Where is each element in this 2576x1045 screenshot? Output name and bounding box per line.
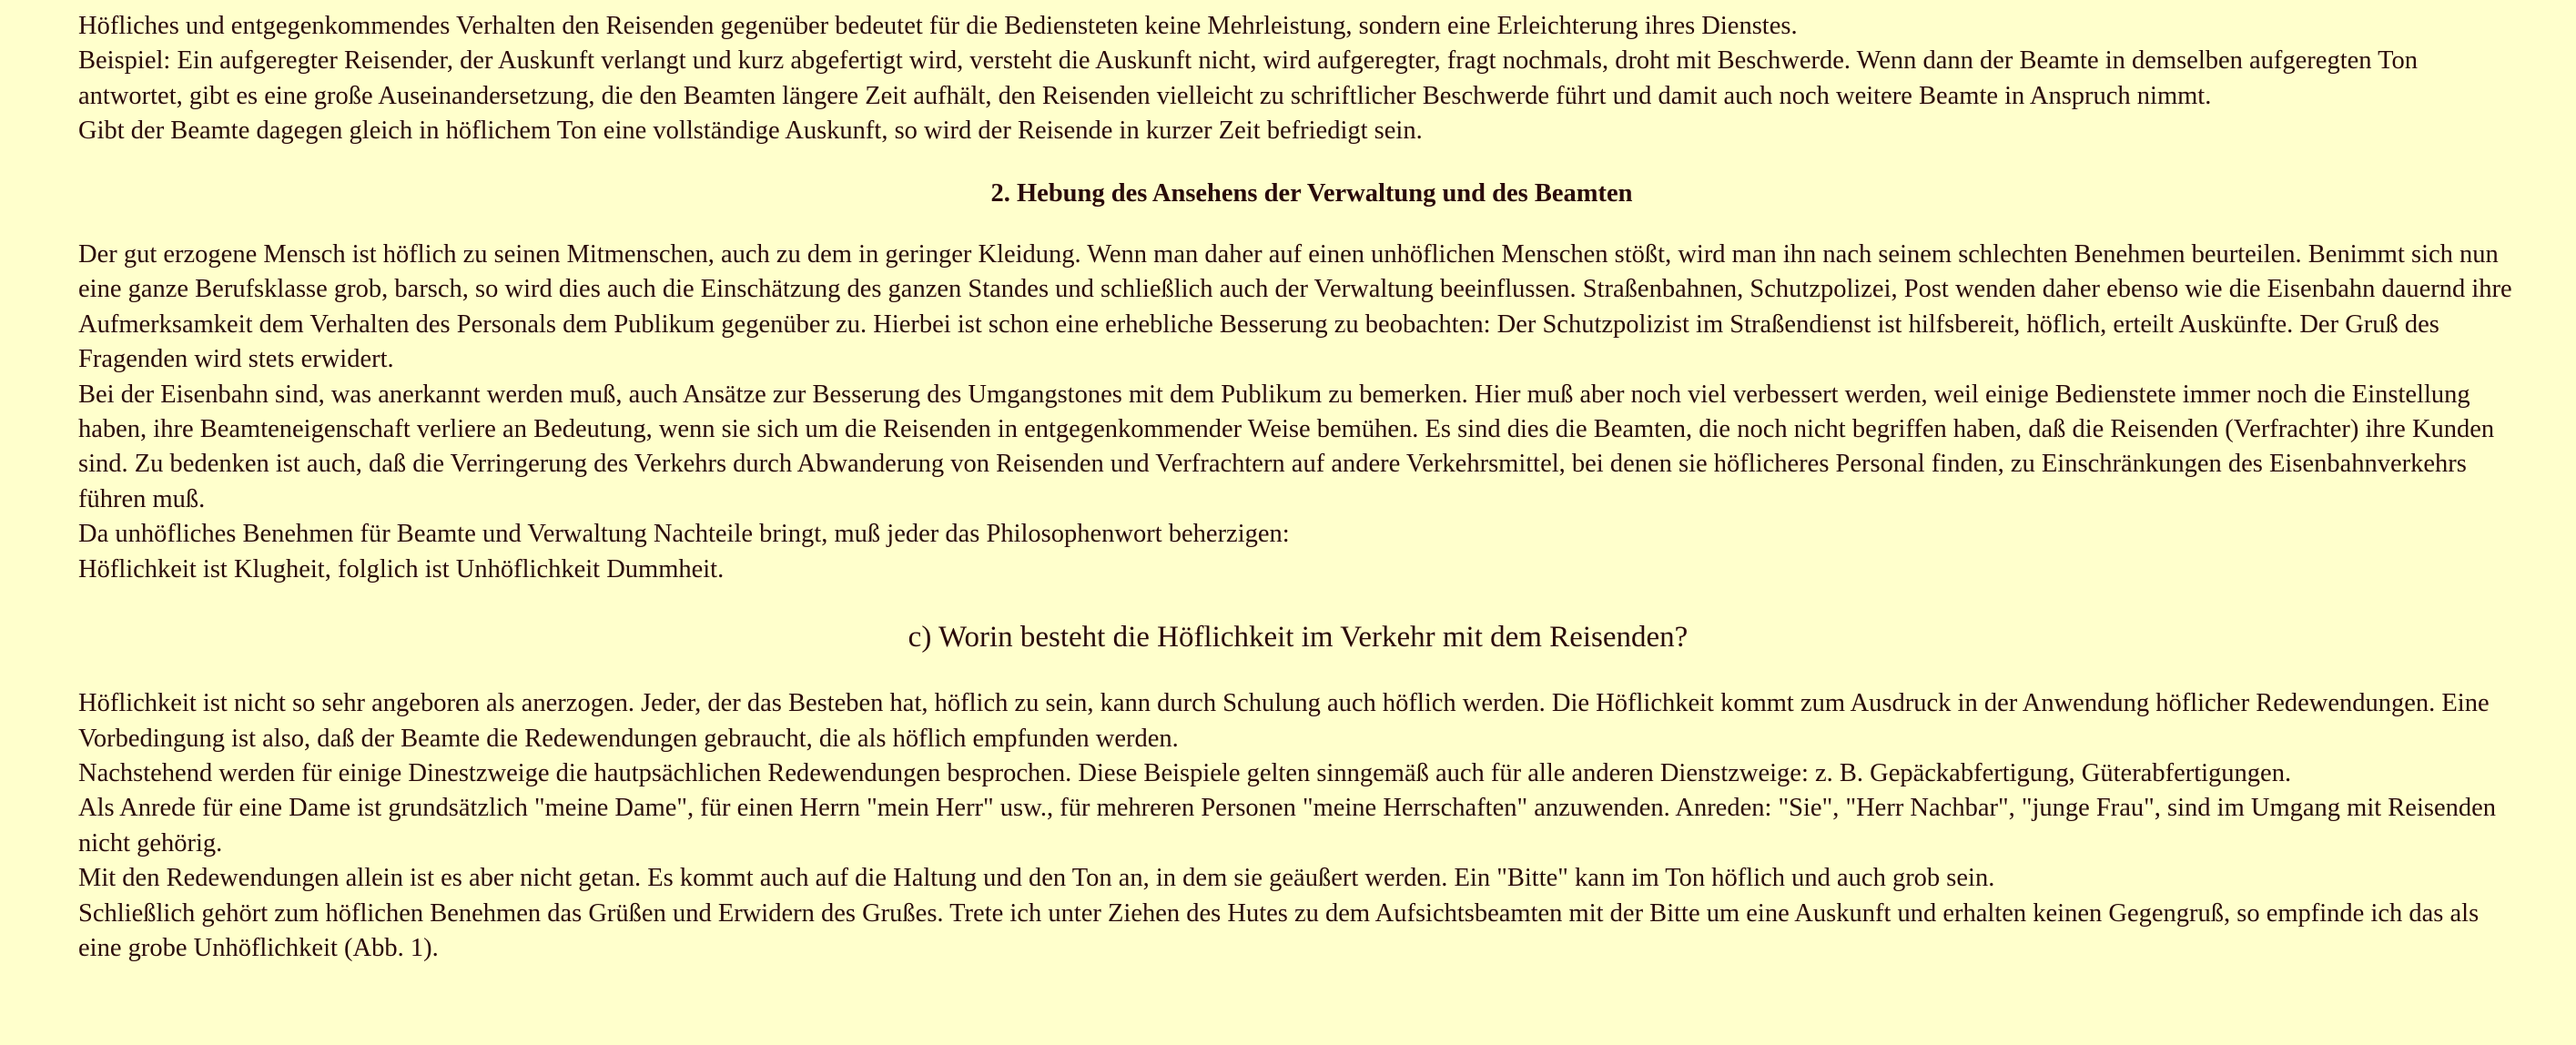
paragraph: Höflichkeit ist nicht so sehr angeboren als anerzogen. Jeder, der das Besteben hat, höflich zu sein, kann durch Schulung auch höflich werden. Die Höflichkeit kommt zum Ausdruck in der Anwendung höflicher Redewendungen. Eine Vorbedingung ist also, daß der Beamte die Redewendungen gebraucht, die als höflich empfunden werden. xyxy=(78,689,2490,753)
section-heading-2: 2. Hebung des Ansehens der Verwaltung und des Beamten xyxy=(990,178,1633,208)
paragraph: Der gut erzogene Mensch ist höflich zu seinen Mitmenschen, auch zu dem in geringer Kleidung. Wenn man daher auf einen unhöflichen Menschen stößt, wird man ihn nach seinem schlechten Benehmen beurteilen. Benimmt sich nun eine ganze Berufsklasse grob, barsch, so wird dies auch die Einschätzung des ganzen Standes und schließlich auch der Verwaltung beeinflussen. Straßenbahnen, Schutzpolizei, Post wenden daher ebenso wie die Eisenbahn dauernd ihre Aufmerksamkeit dem Verhalten des Personals dem Publikum gegenüber zu. Hierbei ist schon eine erhebliche Besserung zu beobachten: Der Schutzpolizist im Straßendienst ist hilfsbereit, höflich, erteilt Auskünfte. Der Gruß des Fragenden wird stets erwidert. xyxy=(78,240,2512,374)
paragraph: Höfliches und entgegenkommendes Verhalten den Reisenden gegenüber bedeutet für die Bediensteten keine Mehrleistung, sondern eine Erleichterung ihres Dienstes. xyxy=(78,12,1798,40)
paragraph: Schließlich gehört zum höflichen Benehmen das Grüßen und Erwidern des Grußes. Trete ich unter Ziehen des Hutes zu dem Aufsichtsbeamten mit der Bitte um eine Auskunft und erhalten keinen Gegengruß, so empfinde ich das als eine grobe Unhöflichkeit (Abb. 1). xyxy=(78,898,2480,962)
paragraph: Nachstehend werden für einige Dinestzweige die hautpsächlichen Redewendungen besprochen. Diese Beispiele gelten sinngemäß auch für alle anderen Dienstzweige: z. B. Gepäckabfertigung, Güterabfertigungen. xyxy=(78,758,2292,787)
section-heading-c: c) Worin besteht die Höflichkeit im Verkehr mit dem Reisenden? xyxy=(908,621,1689,654)
paragraph: Beispiel: Ein aufgeregter Reisender, der Auskunft verlangt und kurz abgefertigt wird, versteht die Auskunft nicht, wird aufgeregter, fragt nochmals, droht mit Beschwerde. Wenn dann der Beamte in demselben aufgeregten Ton antwortet, gibt es eine große Auseinandersetzung, die den Beamten längere Zeit aufhält, den Reisenden vielleicht zu schriftlicher Beschwerde führt und damit auch noch weitere Beamte in Anspruch nimmt. xyxy=(78,46,2419,110)
paragraph: Mit den Redewendungen allein ist es aber nicht getan. Es kommt auch auf die Haltung und den Ton an, in dem sie geäußert werden. Ein "Bitte" kann im Ton höflich und auch grob sein. xyxy=(78,864,1995,893)
paragraph: Als Anrede für eine Dame ist grundsätzlich "meine Dame", für einen Herrn "mein Herr" usw., für mehreren Personen "meine Herrschaften" anzuwenden. Anreden: "Sie", "Herr Nachbar", "junge Frau", sind im Umgang mit Reisenden nicht gehörig. xyxy=(78,794,2497,857)
paragraph: Gibt der Beamte dagegen gleich in höflichem Ton eine vollständige Auskunft, so wird der Reisende in kurzer Zeit befriedigt sein. xyxy=(78,117,1423,146)
paragraph: Da unhöfliches Benehmen für Beamte und Verwaltung Nachteile bringt, muß jeder das Philosophenwort beherzigen: xyxy=(78,520,1290,549)
paragraph: Bei der Eisenbahn sind, was anerkannt werden muß, auch Ansätze zur Besserung des Umgangstones mit dem Publikum zu bemerken. Hier muß aber noch viel verbessert werden, weil einige Bedienstete immer noch die Einstellung haben, ihre Beamteneigenschaft verliere an Bedeutung, wenn sie sich um die Reisenden in entgegenkommender Weise bemühen. Es sind dies die Beamten, die noch nicht begriffen haben, daß die Reisenden (Verfrachter) ihre Kunden sind. Zu bedenken ist auch, daß die Verringerung des Verkehrs durch Abwanderung von Reisenden und Verfrachtern auf andere Verkehrsmittel, bei denen sie höflicheres Personal finden, zu Einschränkungen des Eisenbahnverkehrs führen muß. xyxy=(78,380,2495,513)
quote-line: Höflichkeit ist Klugheit, folglich ist Unhöflichkeit Dummheit. xyxy=(78,554,725,583)
document-page xyxy=(78,9,2518,966)
